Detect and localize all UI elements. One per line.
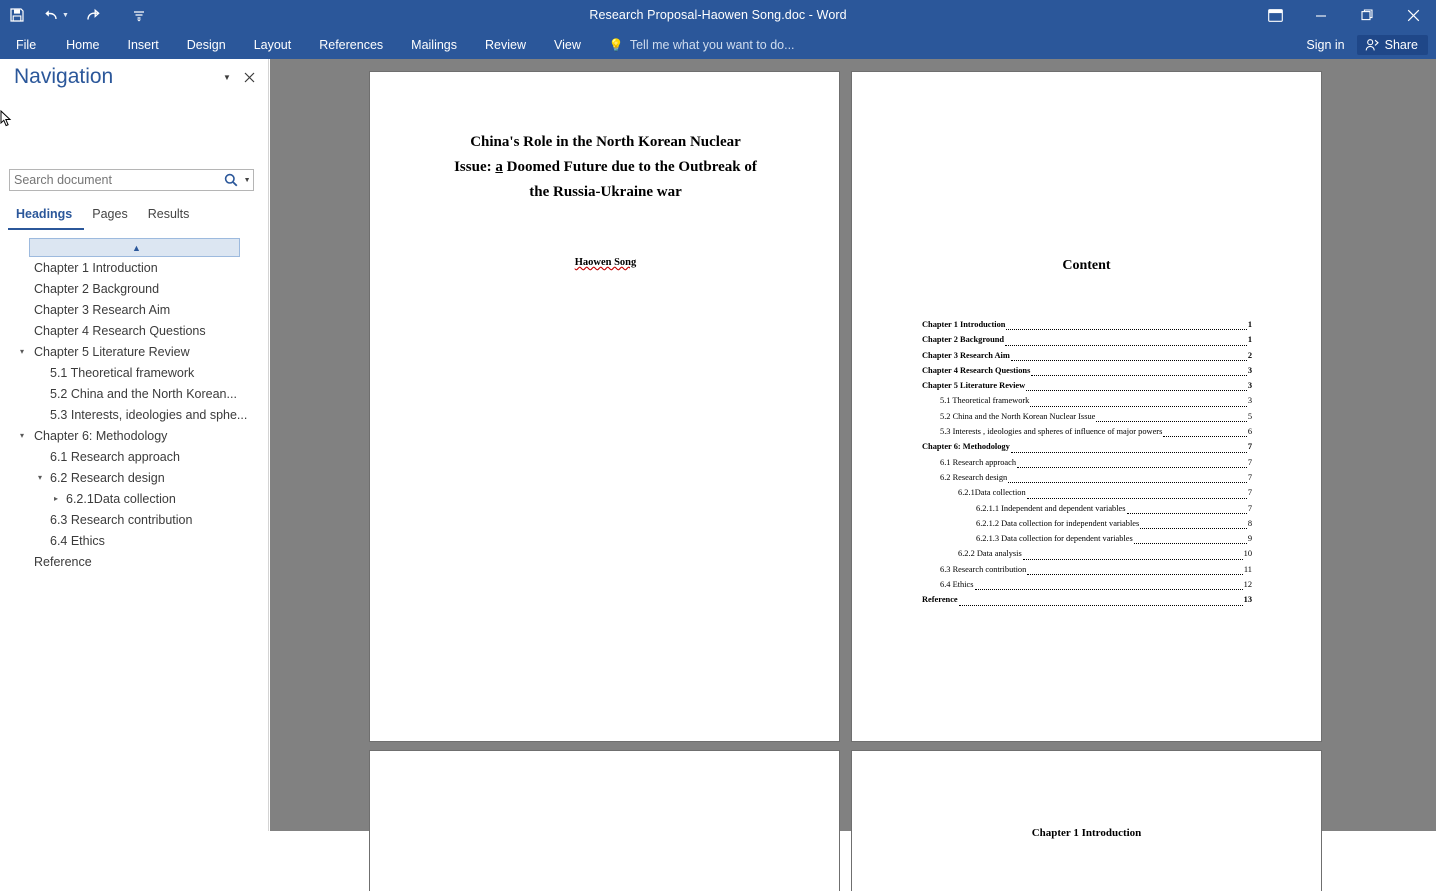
tab-file[interactable]: File (16, 37, 37, 52)
toc-leader-dots (959, 605, 1243, 606)
toc-leader-dots (1140, 528, 1247, 529)
tab-layout[interactable]: Layout (253, 37, 292, 52)
toc-entry-text: 6.2.1.3 Data collection for dependent variables (976, 534, 1133, 544)
toc-entry-text: 6.2.1Data collection (958, 488, 1026, 498)
ribbon-display-options-icon[interactable] (1252, 0, 1298, 30)
toc-entry-page: 7 (1247, 503, 1252, 513)
toc-leader-dots (1005, 345, 1247, 346)
toc-entry-page: 1 (1247, 320, 1252, 329)
toc-entry-page: 8 (1247, 518, 1252, 528)
heading-item-6-1[interactable] (0, 446, 269, 467)
toc-entry-text: 5.1 Theoretical framework (940, 396, 1030, 406)
toc-entry-text: Chapter 6: Methodology (922, 442, 1010, 452)
toc-entry-text: Chapter 2 Background (922, 335, 1005, 345)
window-controls (1252, 0, 1436, 30)
toc-entry-text: 6.4 Ethics (940, 580, 974, 590)
expanded-triangle-icon[interactable]: ▾ (19, 347, 24, 356)
toc-entry-page: 7 (1247, 488, 1252, 498)
expanded-triangle-icon[interactable]: ▾ (37, 473, 42, 482)
heading-label: 6.3 Research contribution (50, 512, 193, 527)
share-button[interactable] (1357, 35, 1428, 55)
heading-label: Chapter 4 Research Questions (34, 323, 206, 338)
toc-entry[interactable] (922, 439, 1252, 454)
toc-leader-dots (1031, 375, 1246, 376)
toc-entry[interactable] (922, 393, 1252, 408)
toc-entry[interactable] (922, 592, 1252, 607)
toc-entry-page: 9 (1247, 534, 1252, 544)
heading-label: 6.4 Ethics (50, 533, 105, 548)
toc-entry-page: 7 (1247, 457, 1252, 467)
search-input[interactable] (10, 170, 221, 190)
tab-insert[interactable]: Insert (127, 37, 159, 52)
toc-entry-text: Chapter 1 Introduction (922, 320, 1006, 329)
heading-item-6-3[interactable] (0, 509, 269, 530)
heading-label: Chapter 2 Background (34, 281, 160, 296)
toc-entry[interactable] (922, 485, 1252, 500)
toc-entry[interactable] (922, 455, 1252, 470)
heading-item-chapter-2[interactable] (0, 278, 269, 299)
tab-headings[interactable]: Headings (8, 207, 84, 230)
toc-entry-text: Chapter 3 Research Aim (922, 350, 1010, 360)
toc-entry[interactable] (922, 317, 1252, 332)
heading-item-chapter-1[interactable] (0, 257, 269, 278)
toc-entry[interactable] (922, 332, 1252, 347)
title-bar (0, 0, 1436, 30)
title-line-2: Issue: a Doomed Future due to the Outbreak of (454, 159, 757, 175)
heading-item-6-4[interactable] (0, 530, 269, 551)
expanded-triangle-icon[interactable]: ▾ (19, 431, 24, 440)
toc-leader-dots (1134, 543, 1247, 544)
heading-label: 5.3 Interests, ideologies and sphe... (50, 407, 248, 422)
heading-label: 5.2 China and the North Korean... (50, 386, 237, 401)
toc-leader-dots (1027, 574, 1243, 575)
lightbulb-icon: 💡 (608, 37, 624, 52)
heading-item-chapter-5[interactable] (0, 341, 269, 362)
sign-in-button[interactable]: Sign in (1306, 37, 1345, 52)
heading-item-6-2[interactable] (0, 467, 269, 488)
share-person-icon (1365, 38, 1379, 52)
toc-entry-page: 10 (1243, 549, 1252, 559)
ribbon-tab-bar (0, 30, 1436, 59)
toc-leader-dots (1017, 467, 1247, 468)
toc-entry[interactable] (922, 424, 1252, 439)
toc-entry-page: 5 (1247, 411, 1252, 421)
toc-entry-page: 13 (1243, 595, 1252, 605)
toc-entry[interactable] (922, 531, 1252, 546)
tab-pages[interactable]: Pages (92, 207, 128, 221)
mouse-cursor (0, 110, 12, 128)
tab-design[interactable]: Design (186, 37, 226, 52)
title-line-1: China's Role in the North Korean Nuclear (470, 134, 741, 150)
toc-leader-dots (975, 589, 1243, 590)
heading-item-5-2[interactable] (0, 383, 269, 404)
content-heading: Content (1062, 258, 1111, 273)
heading-item-5-3[interactable] (0, 404, 269, 425)
toc-entry[interactable] (922, 363, 1252, 378)
toc-leader-dots (1163, 436, 1246, 437)
toc-entry-page: 12 (1243, 580, 1252, 590)
toc-entry-page: 7 (1247, 472, 1252, 482)
close-icon[interactable] (1390, 0, 1436, 30)
search-row (9, 169, 254, 191)
toc-leader-dots (1030, 406, 1246, 407)
heading-item-6-2-1[interactable] (0, 488, 269, 509)
toc-entry-text: 6.2.1.2 Data collection for independent variables (976, 518, 1140, 528)
tab-view[interactable]: View (554, 37, 581, 52)
undo-dropdown-icon[interactable]: ▼ (62, 11, 69, 19)
heading-label: 6.1 Research approach (50, 449, 180, 464)
toc-entry[interactable] (922, 577, 1252, 592)
search-options-chevron-down-icon[interactable]: ▼ (243, 176, 251, 184)
heading-label: 6.2.1Data collection (66, 491, 176, 506)
toc-entry-text: 5.2 China and the North Korean Nuclear Issue (940, 411, 1096, 421)
toc-entry[interactable] (922, 470, 1252, 485)
author-name: Haowen Song (574, 257, 637, 268)
tab-results[interactable]: Results (147, 207, 190, 221)
toc-entry-text: 6.2 Research design (940, 472, 1008, 482)
toc-entry[interactable] (922, 562, 1252, 577)
toc-entry-text: Reference (922, 595, 958, 605)
toc-entry-text: 5.3 Interests , ideologies and spheres of influence of major powers (940, 427, 1163, 437)
navigation-close-icon[interactable] (241, 69, 257, 85)
toc-leader-dots (1008, 482, 1247, 483)
document-page-3[interactable] (370, 751, 839, 891)
heading-label: Chapter 5 Literature Review (34, 344, 190, 359)
heading-label: 5.1 Theoretical framework (50, 365, 195, 380)
tab-mailings[interactable]: Mailings (411, 37, 458, 52)
toc-entry-page: 1 (1247, 335, 1252, 345)
toc-entry-page: 3 (1247, 365, 1252, 375)
table-of-contents[interactable] (922, 317, 1252, 608)
title-line-3: the Russia-Ukraine war (529, 184, 682, 200)
toc-leader-dots (1023, 559, 1243, 560)
toc-entry-page: 3 (1247, 381, 1252, 391)
toc-entry-text: Chapter 4 Research Questions (922, 365, 1031, 375)
document-canvas[interactable] (270, 59, 1436, 839)
document-page-4[interactable] (852, 751, 1321, 891)
share-label: Share (1384, 37, 1418, 52)
toc-entry-page: 6 (1247, 427, 1252, 437)
heading-item-reference[interactable] (0, 551, 269, 572)
heading-item-chapter-4[interactable] (0, 320, 269, 341)
heading-label: Chapter 1 Introduction (34, 260, 158, 275)
headings-list[interactable] (0, 237, 269, 831)
toc-entry-text: Chapter 5 Literature Review (922, 381, 1026, 391)
document-title (428, 130, 783, 205)
tab-home[interactable]: Home (66, 37, 100, 52)
toc-entry-text: 6.2.1.1 Independent and dependent variables (976, 503, 1126, 513)
heading-item-chapter-6[interactable] (0, 425, 269, 446)
toc-leader-dots (1026, 390, 1247, 391)
navigation-header (0, 59, 269, 101)
collapsed-triangle-icon[interactable]: ▸ (53, 494, 58, 503)
toc-entry-text: 6.2.2 Data analysis (958, 549, 1022, 559)
toc-entry[interactable] (922, 546, 1252, 561)
toc-leader-dots (1011, 360, 1247, 361)
window-title: Research Proposal-Haowen Song.doc - Word (589, 8, 847, 22)
chapter-1-heading: Chapter 1 Introduction (1031, 827, 1142, 839)
toc-entry[interactable] (922, 501, 1252, 516)
toc-leader-dots (1011, 452, 1247, 453)
search-icon[interactable] (221, 170, 241, 190)
heading-item-5-1[interactable] (0, 362, 269, 383)
toc-entry-page: 2 (1247, 350, 1252, 360)
document-author (428, 257, 783, 268)
search-box[interactable] (9, 169, 254, 191)
toc-entry[interactable] (922, 409, 1252, 424)
navigation-pane (0, 59, 269, 831)
heading-label: Reference (34, 554, 92, 569)
toc-leader-dots (1027, 498, 1247, 499)
toc-entry[interactable] (922, 348, 1252, 363)
heading-item-selected[interactable] (29, 238, 240, 257)
toc-leader-dots (1127, 513, 1247, 514)
toc-leader-dots (1096, 421, 1246, 422)
ribbon-right-actions (1298, 30, 1428, 59)
heading-item-chapter-3[interactable] (0, 299, 269, 320)
document-page-2[interactable] (852, 72, 1321, 741)
tell-me-label: Tell me what you want to do... (629, 37, 795, 52)
toc-entry-page: 7 (1247, 442, 1252, 452)
navigation-tabs (8, 207, 201, 230)
toc-entry[interactable] (922, 378, 1252, 393)
toc-entry-text: 6.1 Research approach (940, 457, 1017, 467)
navigation-title: Navigation (14, 65, 114, 88)
tab-references[interactable]: References (319, 37, 384, 52)
toc-entry-text: 6.3 Research contribution (940, 564, 1027, 574)
toc-leader-dots (1006, 329, 1246, 330)
minimize-icon[interactable] (1298, 0, 1344, 30)
ribbon-tabs (0, 30, 805, 59)
heading-label: Chapter 3 Research Aim (34, 302, 171, 317)
collapse-arrow-icon: ▲ (132, 242, 141, 253)
restore-icon[interactable] (1344, 0, 1390, 30)
toc-entry-page: 11 (1243, 564, 1252, 574)
heading-label: Chapter 6: Methodology (34, 428, 168, 443)
tell-me-box[interactable] (595, 30, 805, 59)
document-page-1[interactable] (370, 72, 839, 741)
navigation-options-icon[interactable]: ▼ (223, 72, 231, 82)
toc-entry-page: 3 (1247, 396, 1252, 406)
tab-review[interactable]: Review (485, 37, 527, 52)
toc-entry[interactable] (922, 516, 1252, 531)
heading-label: 6.2 Research design (50, 470, 165, 485)
